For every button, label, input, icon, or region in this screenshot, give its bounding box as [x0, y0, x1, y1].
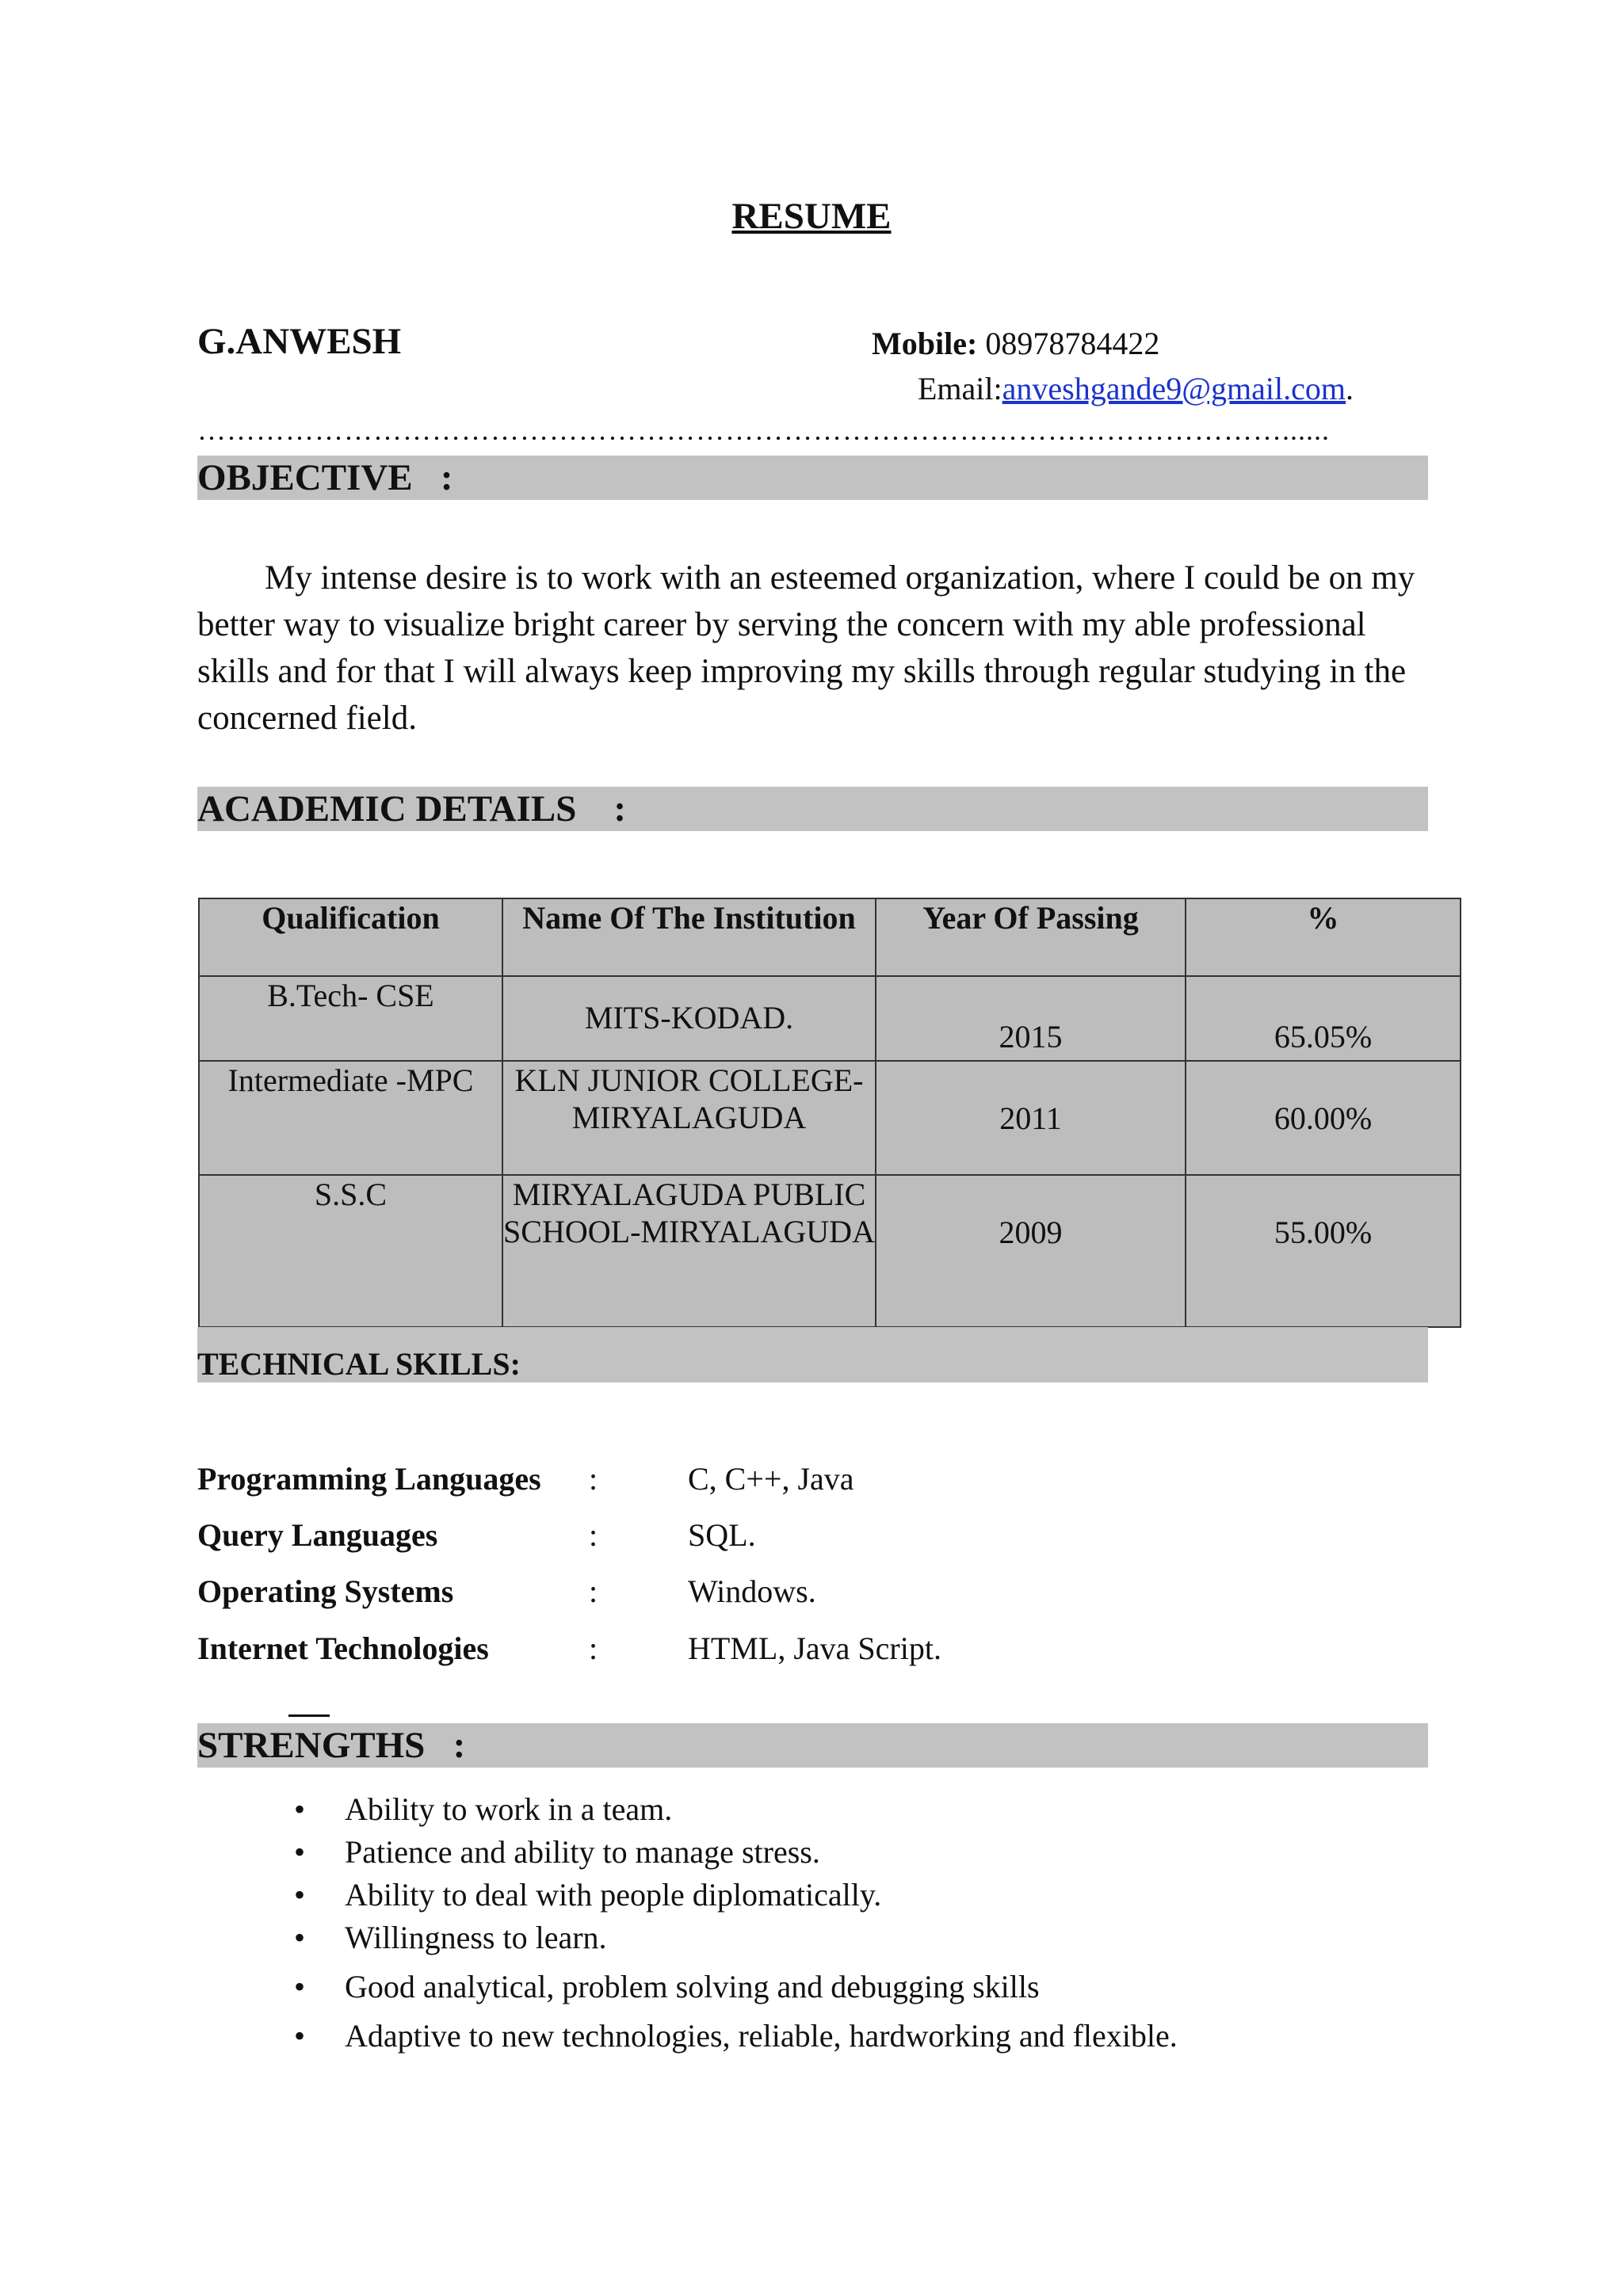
mobile-value: 08978784422: [977, 326, 1160, 361]
table-row: [199, 1175, 1461, 1327]
mobile-line: [872, 325, 1159, 362]
list-item: • Patience and ability to manage stress.: [197, 1833, 1178, 1876]
academic-heading: ACADEMIC DETAILS :: [197, 788, 626, 830]
page-title: RESUME: [731, 196, 892, 237]
mobile-label: Mobile:: [872, 326, 978, 361]
list-item: • Ability to deal with people diplomatically.: [197, 1876, 1178, 1919]
table-header-row: [199, 898, 1461, 976]
list-item: • Ability to work in a team.: [197, 1791, 1178, 1833]
email-link[interactable]: anveshgande9@gmail.com: [1002, 371, 1346, 406]
dotted-separator: …………………………………………………………………………………………………......: [197, 414, 1330, 446]
academic-table: [198, 898, 1461, 1328]
email-label: Email:: [918, 371, 1002, 406]
table-row: [199, 1061, 1461, 1175]
objective-text: My intense desire is to work with an esteemed organization, where I could be on my better way to visualize bright career by serving the concern with my able professional skills and for that I will always keep improving my skills through regular studying in the concerned field.: [197, 559, 1415, 737]
stray-underline: [288, 1714, 330, 1717]
skill-colon: :: [589, 1461, 598, 1497]
objective-heading: OBJECTIVE :: [197, 457, 453, 498]
cell-institution: MITS-KODAD.: [502, 976, 876, 1061]
table-row: [199, 976, 1461, 1061]
cell-year: 2015: [876, 976, 1186, 1061]
list-item: • Good analytical, problem solving and debugging skills: [197, 1968, 1178, 2017]
cell-percent: 65.05%: [1186, 976, 1461, 1061]
email-line: [918, 370, 1354, 407]
list-item: • Willingness to learn.: [197, 1919, 1178, 1968]
cell-qualification: S.S.C: [199, 1175, 502, 1327]
skill-colon: :: [589, 1517, 598, 1553]
skill-label: Internet Technologies: [197, 1630, 489, 1666]
cell-percent: 55.00%: [1186, 1175, 1461, 1327]
skill-value: C, C++, Java: [688, 1461, 854, 1497]
list-item: • Adaptive to new technologies, reliable, hardworking and flexible.: [197, 2017, 1178, 2060]
cell-institution: KLN JUNIOR COLLEGE-MIRYALAGUDA: [502, 1061, 876, 1175]
cell-qualification: B.Tech- CSE: [199, 976, 502, 1061]
cell-qualification: Intermediate -MPC: [199, 1061, 502, 1175]
strengths-heading: STRENGTHS :: [197, 1725, 466, 1766]
candidate-name: G.ANWESH: [197, 321, 402, 362]
skill-label: Query Languages: [197, 1517, 438, 1553]
skill-colon: :: [589, 1573, 598, 1609]
header-institution: Name Of The Institution: [502, 898, 876, 976]
header-year: Year Of Passing: [876, 898, 1186, 976]
cell-year: 2009: [876, 1175, 1186, 1327]
header-percent: %: [1186, 898, 1461, 976]
email-suffix: .: [1346, 371, 1354, 406]
skill-label: Operating Systems: [197, 1573, 454, 1609]
cell-percent: 60.00%: [1186, 1061, 1461, 1175]
cell-year: 2011: [876, 1061, 1186, 1175]
strengths-list: [197, 1791, 1178, 2060]
skill-label: Programming Languages: [197, 1461, 541, 1497]
cell-institution: MIRYALAGUDA PUBLIC SCHOOL-MIRYALAGUDA: [502, 1175, 876, 1327]
skill-value: SQL.: [688, 1517, 756, 1553]
technical-heading: TECHNICAL SKILLS:: [197, 1346, 521, 1382]
skill-value: Windows.: [688, 1573, 816, 1609]
skill-value: HTML, Java Script.: [688, 1630, 941, 1666]
header-qualification: Qualification: [199, 898, 502, 976]
skill-colon: :: [589, 1630, 598, 1666]
